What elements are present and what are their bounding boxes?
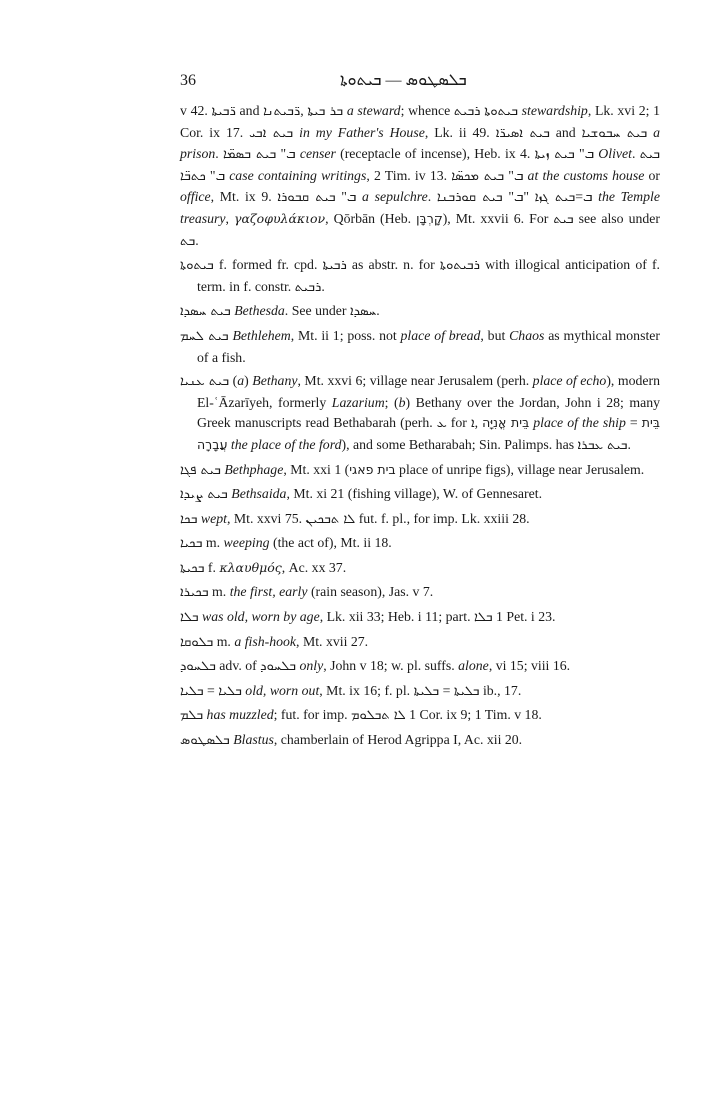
text-run: 1 Pet. i 23. bbox=[492, 609, 556, 625]
text-run: place of unripe figs), village near Jerusalem. bbox=[395, 461, 645, 477]
entry-balaya bbox=[180, 681, 660, 703]
text-run: and bbox=[235, 103, 264, 118]
italic-run: Bethesda bbox=[234, 303, 285, 319]
syriac-word: ܒܝܬ bbox=[553, 211, 574, 227]
syriac-word: ܒܝܬ ܐܒܝ bbox=[249, 125, 294, 141]
text-run: , Lk. xii 33; Heb. i 11; part. bbox=[319, 609, 475, 625]
page-number: 36 bbox=[180, 72, 196, 89]
text-run: ; whence bbox=[400, 103, 454, 118]
text-run: , Mt. ix 9. bbox=[210, 189, 278, 205]
entry-blastus bbox=[180, 730, 660, 752]
text-run: . bbox=[627, 436, 631, 452]
text-run: , Mt. ix 16; f. pl. bbox=[319, 682, 414, 698]
syriac-word: ܒܝܬ ܙܝܬܐ bbox=[534, 147, 575, 163]
text-run: ), and some Betharabah; Sin. Palimps. has bbox=[341, 436, 578, 452]
text-run: , John v 18; w. pl. suffs. bbox=[323, 658, 459, 674]
text-run: ), modern El-ʿĀzarīyeh, formerly bbox=[197, 373, 660, 410]
syriac-word: ܒܝܬܘܬܐ bbox=[180, 258, 214, 274]
italic-run: place of bread bbox=[400, 327, 481, 343]
text-run: "ܒ bbox=[205, 167, 230, 183]
syriac-word: ܠܐ ܬܒܠܘܡ bbox=[351, 708, 406, 724]
text-run: = bbox=[439, 682, 454, 698]
entry-bekya bbox=[180, 533, 660, 555]
entry-bethphage bbox=[180, 460, 660, 482]
text-run: v 42. bbox=[180, 103, 212, 118]
italic-run: Bethphage bbox=[224, 461, 284, 477]
text-run: , Mt. xxvi 75. bbox=[226, 510, 306, 526]
syriac-word: ܒܠܘܩܐ bbox=[180, 634, 214, 650]
text-run: "ܒ bbox=[276, 146, 300, 162]
entry-bethlehem bbox=[180, 326, 660, 368]
entry-continuation bbox=[180, 101, 660, 252]
text-run: "ܒ bbox=[513, 189, 599, 205]
entry-baytuta bbox=[180, 255, 660, 298]
italic-run: b bbox=[398, 394, 406, 410]
text-run: . bbox=[632, 146, 640, 162]
syriac-word: ܒܠܝܬܐ bbox=[453, 683, 480, 699]
italic-run: the Temple treasury bbox=[180, 189, 661, 226]
italic-run: alone bbox=[458, 658, 489, 674]
text-run: ; ( bbox=[384, 394, 399, 410]
text-run: as mythical monster of a fish. bbox=[197, 327, 660, 365]
text-run: , Mt. ii 1; poss. not bbox=[290, 327, 401, 343]
syriac-word: ܐ bbox=[470, 416, 475, 432]
text-run: "ܒ bbox=[574, 146, 599, 162]
syriac-word: ܒܝܬ ܦܓܐ bbox=[180, 462, 221, 478]
italic-run: has muzzled bbox=[206, 707, 274, 723]
entry-beka bbox=[180, 509, 660, 531]
text-run: , bbox=[474, 415, 483, 431]
italic-run: case containing writings bbox=[229, 167, 367, 183]
text-run: f. bbox=[204, 559, 220, 575]
italic-run: a bbox=[237, 373, 245, 389]
text-run: . bbox=[427, 189, 437, 205]
syriac-word: ܒܝܬ ܩܒܘܪܐ bbox=[277, 190, 336, 206]
italic-run: place of the ship bbox=[533, 415, 626, 431]
text-run: "ܒ bbox=[335, 189, 363, 205]
text-run: = bbox=[625, 415, 642, 431]
syriac-word: ܒܠܚܘܕ bbox=[260, 659, 297, 675]
syriac-word: ܒܝܬ ܐܣܝܪ̈ܐ bbox=[495, 125, 550, 141]
text-run: ib., 17. bbox=[479, 682, 522, 698]
text-run: 1 Cor. ix 9; 1 Tim. v 18. bbox=[405, 707, 542, 723]
text-run: , bbox=[225, 210, 234, 226]
text-run: see also under bbox=[573, 210, 661, 226]
entry-bakkira bbox=[180, 582, 660, 604]
text-run: , Lk. ii 49. bbox=[424, 124, 496, 140]
entry-belam bbox=[180, 705, 660, 727]
syriac-word: ܒܝܬ ܥܢܝܐ bbox=[180, 374, 230, 390]
text-run: , but bbox=[480, 327, 510, 343]
syriac-word: ܒܠܚܘܕ bbox=[180, 659, 216, 675]
text-run: . bbox=[321, 278, 325, 294]
text-run: ), Mt. xxvii 6. For bbox=[442, 210, 554, 226]
italic-run: censer bbox=[299, 146, 336, 162]
text-run: (receptacle of incense), Heb. ix 4. bbox=[335, 146, 535, 162]
text-run: . bbox=[215, 146, 223, 162]
text-run: . See under bbox=[284, 303, 350, 319]
syriac-word: ܒܟܝܬܐ bbox=[180, 560, 205, 576]
syriac-word: ܒܠܡ bbox=[180, 708, 204, 724]
italic-run: weeping bbox=[223, 535, 270, 551]
syriac-word: ܒܟܝܪܐ bbox=[180, 585, 209, 601]
text-run: , bbox=[300, 103, 308, 118]
syriac-word: ܒܠܝܬܐ bbox=[413, 683, 440, 699]
text-run: m. bbox=[202, 535, 224, 551]
italic-run: a sepulchre bbox=[362, 189, 428, 205]
syriac-word: ܒܝܬܘܬܐ bbox=[484, 104, 518, 119]
text-run: = bbox=[203, 682, 219, 698]
italic-run: Lazarium bbox=[331, 394, 385, 410]
syriac-word: ܪܒܝܬܐ bbox=[322, 258, 347, 274]
text-run: , Qōrbān (Heb. bbox=[325, 210, 417, 226]
syriac-word: ܒܬ bbox=[180, 233, 196, 249]
entry-bethesda bbox=[180, 301, 660, 323]
entry-bela bbox=[180, 607, 660, 629]
text-run: ( bbox=[229, 373, 238, 389]
text-run: "ܒ bbox=[504, 167, 528, 183]
text-run: "ܒ= bbox=[502, 189, 593, 205]
text-run: ; fut. for imp. bbox=[273, 707, 352, 723]
syriac-word: ܒܝܬ ܓܙܐ bbox=[534, 190, 576, 206]
text-run: (the act of), Mt. ii 18. bbox=[269, 535, 392, 551]
syriac-word: ܒܝܬ ܩܘܪܒܢܐ bbox=[436, 190, 503, 206]
italic-run: only bbox=[299, 658, 324, 674]
text-run: , chamberlain of Herod Agrippa I, Ac. xii 20. bbox=[273, 732, 523, 748]
syriac-word: ܒܝܬ ܒܣܡ̈ܐ bbox=[223, 147, 277, 163]
text-run: (rain season), Jas. v 7. bbox=[307, 584, 434, 600]
syriac-word: ܒܟܐ bbox=[180, 511, 198, 527]
text-run: , Ac. xx 37. bbox=[281, 559, 347, 575]
syriac-word: ܒܠܐ bbox=[474, 610, 493, 626]
text-run: with illogical anticipation of f. term. in f. constr. bbox=[197, 257, 660, 294]
syriac-word: ܒܝܬ ܚܣܕܐ bbox=[180, 304, 231, 320]
entry-bethany bbox=[180, 371, 660, 456]
italic-run: Bethlehem bbox=[232, 327, 291, 343]
syriac-word: ܒܠܝܐ bbox=[180, 683, 204, 699]
text-run: m. bbox=[208, 584, 230, 600]
hebrew-word: בית פאגי bbox=[349, 461, 396, 477]
italic-run: Bethany bbox=[252, 373, 298, 389]
page-header bbox=[180, 72, 660, 90]
greek-word: γαζοφυλάκιον bbox=[233, 210, 326, 226]
syriac-word: ܥ bbox=[436, 416, 447, 432]
entry-bethsaida bbox=[180, 484, 660, 506]
text-run: as abstr. n. for bbox=[346, 257, 440, 273]
syriac-word: ܒܝܬ ܨܝܕܐ bbox=[180, 487, 228, 503]
text-run: , Lk. xvi 2; 1 Cor. ix 17. bbox=[180, 103, 661, 140]
syriac-word: ܒܠܐ bbox=[180, 610, 199, 626]
syriac-word: ܠܐ ܬܒܟܝܢ bbox=[305, 511, 356, 527]
syriac-word: ܪ̈ܒܝܬܐ bbox=[211, 104, 236, 119]
running-head: ܒܠܣܛܘܣ — ܒܝܬܘܬܐ bbox=[340, 72, 467, 89]
italic-run: a steward bbox=[346, 103, 401, 118]
italic-run: Blastus bbox=[233, 732, 274, 748]
syriac-word: ܒܝܬ ܥܒܪܐ bbox=[577, 437, 628, 453]
syriac-word: ܒܪ ܒܝܬܐ bbox=[307, 104, 344, 119]
text-run: fut. f. pl., for imp. Lk. xxiii 28. bbox=[355, 510, 530, 526]
syriac-word: ܒܝܬ ܠܚܡ bbox=[180, 328, 229, 344]
italic-run: was old, worn by age bbox=[202, 609, 320, 625]
text-run: , vi 15; viii 16. bbox=[488, 658, 571, 674]
hebrew-word: בֵּית עֲבָרָה bbox=[197, 415, 660, 452]
text-run: ) Bethany over the Jordan, John i 28; many Greek manuscripts read Bethabarah (perh. bbox=[197, 394, 660, 431]
italic-run: the first, early bbox=[229, 584, 308, 600]
italic-run: at the customs house bbox=[527, 167, 645, 183]
syriac-word: ܪܒܝܬܘܬܐ bbox=[439, 258, 480, 274]
italic-run: Olivet bbox=[598, 146, 632, 162]
greek-word: κλαυθμός bbox=[219, 559, 282, 575]
italic-run: a prison bbox=[180, 124, 661, 162]
text-run: f. formed fr. cpd. bbox=[213, 257, 323, 273]
text-run: or bbox=[644, 167, 661, 183]
syriac-word: ܒܝܬ ܚܒܘܫܝܐ bbox=[581, 125, 648, 141]
syriac-word: ܪܒܝܬ bbox=[294, 279, 322, 295]
syriac-word: ܚܣܕܐ bbox=[349, 304, 377, 320]
syriac-word: ܒܟܝܐ bbox=[180, 536, 203, 552]
italic-run: office bbox=[180, 189, 211, 205]
entry-beluqa bbox=[180, 632, 660, 654]
syriac-word: ܪ̈ܒܝܬܢܐ bbox=[263, 104, 301, 119]
syriac-word: ܪܒܝܬ bbox=[453, 104, 481, 119]
syriac-word: ܒܠܣܛܘܣ bbox=[180, 733, 230, 749]
text-run: , Mt. xxi 1 ( bbox=[283, 461, 350, 477]
italic-run: in my Father's House bbox=[299, 124, 425, 140]
entry-balhod bbox=[180, 656, 660, 678]
entry-list bbox=[180, 101, 660, 755]
syriac-word: ܒܝܬ ܟܬܒ̈ܐ bbox=[180, 147, 660, 184]
text-run: ) bbox=[244, 373, 253, 389]
italic-run: old, worn out bbox=[245, 682, 320, 698]
italic-run: place of echo bbox=[532, 373, 607, 389]
text-run: . bbox=[195, 232, 199, 248]
text-run: adv. of bbox=[215, 658, 261, 674]
text-run: , Mt. xi 21 (fishing village), W. of Gennesaret. bbox=[286, 486, 543, 502]
italic-run: wept bbox=[200, 510, 227, 526]
italic-run: the place of the ford bbox=[230, 436, 342, 452]
text-run: . bbox=[376, 303, 380, 319]
syriac-word: ܒܠܝܐ bbox=[218, 683, 242, 699]
text-run: , 2 Tim. iv 13. bbox=[366, 167, 452, 183]
italic-run: a fish-hook bbox=[234, 633, 297, 649]
syriac-word: ܒܝܬ ܡܟܣ̈ܐ bbox=[451, 168, 505, 184]
text-run: , Mt. xxvi 6; village near Jerusalem (perh. bbox=[297, 373, 533, 389]
entry-bekhita bbox=[180, 558, 660, 580]
text-run: for bbox=[446, 415, 471, 431]
hebrew-word: בֵּית אֳנִיָּה bbox=[482, 415, 530, 431]
text-run: , Mt. xvii 27. bbox=[296, 633, 369, 649]
text-run: m. bbox=[213, 633, 235, 649]
text-run: and bbox=[549, 124, 582, 140]
italic-run: Bethsaida bbox=[231, 486, 287, 502]
italic-run: stewardship bbox=[521, 103, 588, 118]
hebrew-word: קָרְבָּן bbox=[416, 210, 443, 226]
italic-run: Chaos bbox=[509, 327, 545, 343]
